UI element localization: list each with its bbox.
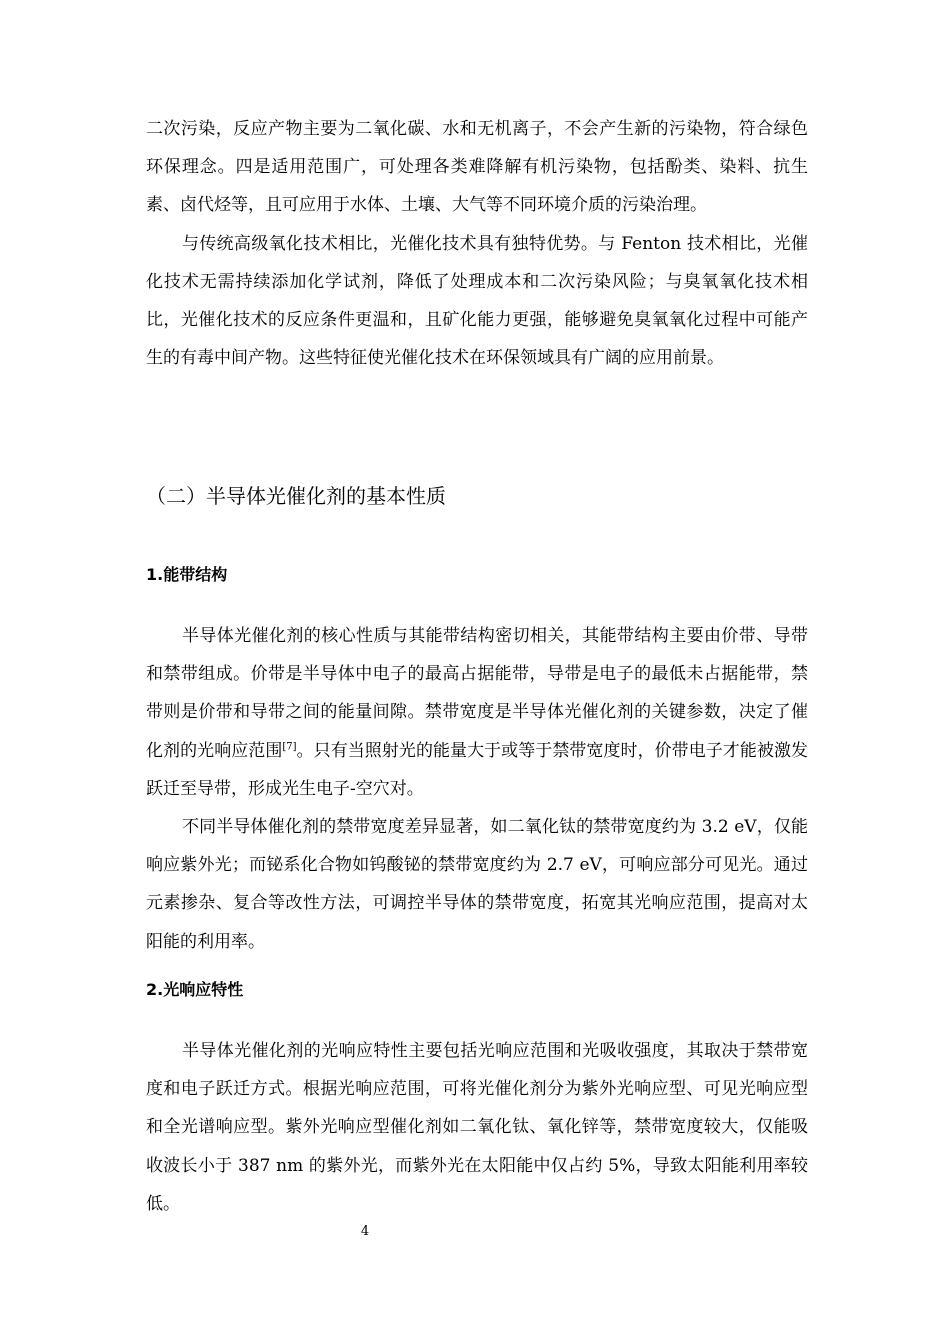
band-structure-text-a: 半导体光催化剂的核心性质与其能带结构密切相关，其能带结构主要由价带、导带和禁带组成。价带是半导体中电子的最高占据能带，导带是电子的最低未占据能带，禁带则是价带和导带之间的能量间隙。禁带宽度是半导体光催化剂的关键参数，决定了催化剂的光响应范围 <box>146 626 808 761</box>
paragraph-band-gap-comparison: 不同半导体催化剂的禁带宽度差异显著，如二氧化钛的禁带宽度约为 3.2 eV，仅能响应紫外光；而铋系化合物如钨酸铋的禁带宽度约为 2.7 eV，可响应部分可见光。通过元素掺杂、复合等改性方法，可调控半导体的禁带宽度，拓宽其光响应范围，提高对太阳能的利用率。 <box>146 817 808 952</box>
intro-text-block <box>146 110 808 377</box>
subheading-band-structure: 1.能带结构 <box>146 565 228 584</box>
paragraph-band-structure <box>146 617 808 808</box>
page-number: 4 <box>360 1224 370 1239</box>
photoresponse-text-block <box>146 1032 808 1223</box>
band-structure-text-b: 。只有当照射光的能量大于或等于禁带宽度时，价带电子才能被激发跃迁至导带，形成光生电子-空穴对。 <box>146 740 809 799</box>
band-structure-text-block <box>146 617 808 961</box>
paragraph-comparison: 与传统高级氧化技术相比，光催化技术具有独特优势。与 Fenton 技术相比，光催化技术无需持续添加化学试剂，降低了处理成本和二次污染风险；与臭氧氧化技术相比，光催化技术的反应条件更温和，且矿化能力更强，能够避免臭氧氧化过程中可能产生的有毒中间产物。这些特征使光催化技术在环保领域具有广阔的应用前景。 <box>146 233 808 369</box>
section-heading: （二）半导体光催化剂的基本性质 <box>146 484 446 508</box>
paragraph-advantages-continued: 二次污染，反应产物主要为二氧化碳、水和无机离子，不会产生新的污染物，符合绿色环保理念。四是适用范围广，可处理各类难降解有机污染物，包括酚类、染料、抗生素、卤代烃等，且可应用于水体、土壤、大气等不同环境介质的污染治理。 <box>146 119 808 216</box>
citation-ref[interactable]: [7] <box>282 740 297 752</box>
paragraph-photoresponse: 半导体光催化剂的光响应特性主要包括光响应范围和光吸收强度，其取决于禁带宽度和电子跃迁方式。根据光响应范围，可将光催化剂分为紫外光响应型、可见光响应型和全光谱响应型。紫外光响应型催化剂如二氧化钛、氧化锌等，禁带宽度较大，仅能吸收波长小于 387 nm 的紫外光，而紫外光在太阳能中仅占约 5%，导致太阳能利用率较低。 <box>146 1041 808 1214</box>
subheading-photoresponse: 2.光响应特性 <box>146 980 244 999</box>
